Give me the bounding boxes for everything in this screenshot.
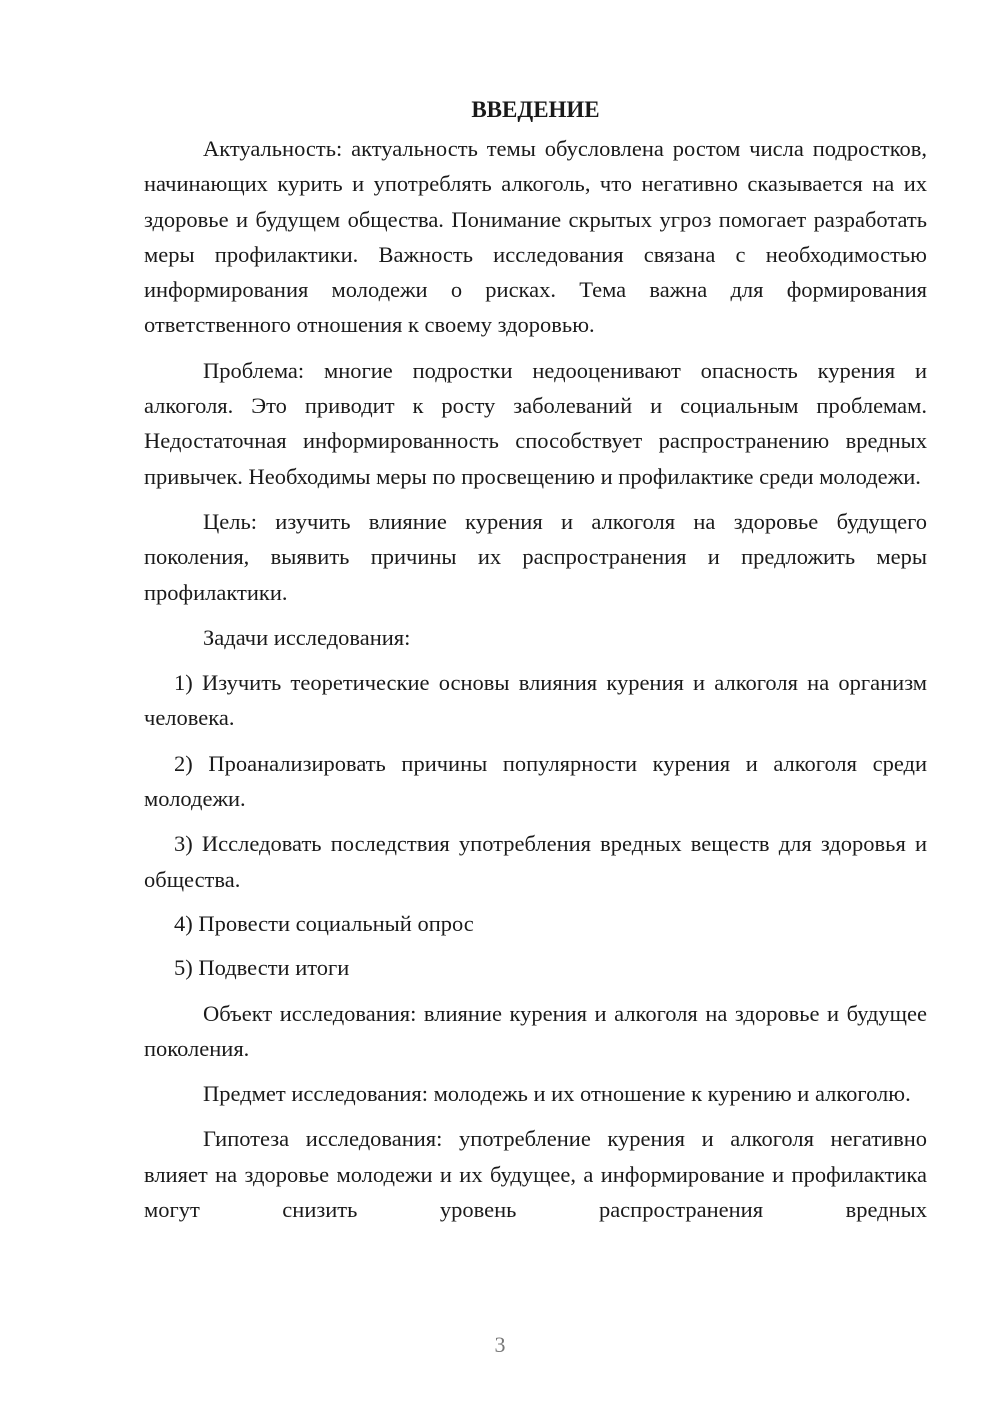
relevance-paragraph: Актуальность: актуальность темы обусловлена ростом числа подростков, начинающих курить и употреблять алкоголь, что негативно сказывается на их здоровье и будущем общества. Понимание скрытых угроз помогает разработать меры профилактики. Важность исследования связана с необходимостью информирования молодежи о рисках. Тема важна для формирования ответственного отношения к своему здоровью. xyxy=(144,136,927,338)
problem-paragraph: Проблема: многие подростки недооценивают опасность курения и алкоголя. Это приводит к росту заболеваний и социальным проблемам. Недостаточная информированность способствует распространению вредных привычек. Необходимы меры по просвещению и профилактике среди молодежи. xyxy=(144,357,927,489)
tasks-list xyxy=(144,665,927,985)
subject-paragraph: Предмет исследования: молодежь и их отношение к курению и алкоголю. xyxy=(203,1081,911,1107)
task-item: 4) Провести социальный опрос xyxy=(174,910,474,936)
task-item: 5) Подвести итоги xyxy=(174,955,350,981)
task-item: 2) Проанализировать причины популярности курения и алкоголя среди молодежи. xyxy=(144,750,927,812)
object-paragraph: Объект исследования: влияние курения и алкоголя на здоровье и будущее поколения. xyxy=(144,1000,927,1061)
page-title: ВВЕДЕНИЕ xyxy=(471,97,600,122)
task-item: 3) Исследовать последствия употребления вредных веществ для здоровья и общества. xyxy=(144,831,927,892)
tasks-heading: Задачи исследования: xyxy=(203,624,411,650)
hypothesis-paragraph: Гипотеза исследования: употребление курения и алкоголя негативно влияет на здоровье молодежи и их будущее, а информирование и профилактика могут снизить уровень распространения вредных xyxy=(144,1126,927,1223)
task-item: 1) Изучить теоретические основы влияния курения и алкоголя на организм человека. xyxy=(144,670,927,731)
goal-paragraph: Цель: изучить влияние курения и алкоголя на здоровье будущего поколения, выявить причины их распространения и предложить меры профилактики. xyxy=(144,508,927,605)
page-number: 3 xyxy=(494,1332,506,1357)
page-content xyxy=(144,92,927,1227)
